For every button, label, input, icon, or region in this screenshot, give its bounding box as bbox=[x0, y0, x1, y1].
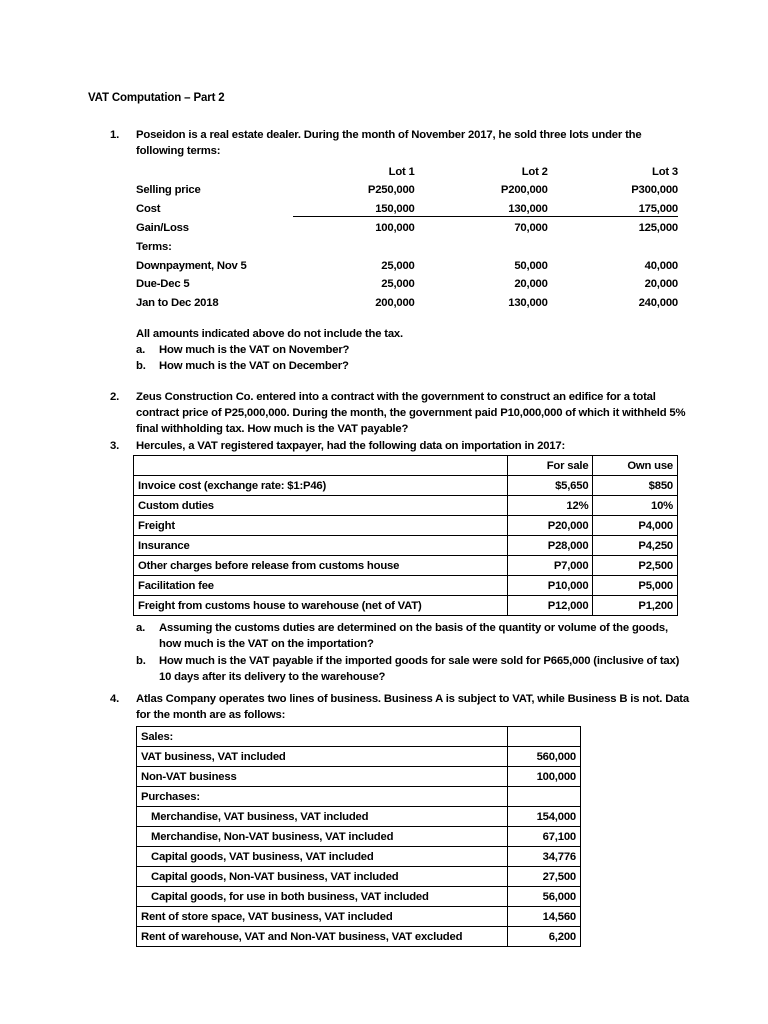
atlas-row-amount: 100,000 bbox=[507, 767, 580, 787]
table-row bbox=[137, 767, 581, 787]
table-row bbox=[137, 927, 581, 947]
lots-row-value: 130,000 bbox=[508, 296, 548, 309]
lots-row-value: 130,000 bbox=[508, 202, 548, 215]
lots-row-value bbox=[548, 235, 678, 254]
importation-row-for-sale: 12% bbox=[508, 496, 593, 516]
item-number-2: 2. bbox=[110, 391, 120, 403]
lots-row-value: P200,000 bbox=[500, 184, 548, 197]
table-row bbox=[136, 273, 678, 292]
importation-row-for-sale: P28,000 bbox=[508, 536, 593, 556]
atlas-row-amount: 560,000 bbox=[507, 747, 580, 767]
atlas-row-amount: 154,000 bbox=[507, 807, 580, 827]
atlas-row-label: Rent of store space, VAT business, VAT included bbox=[137, 907, 508, 927]
item-text-3: Hercules, a VAT registered taxpayer, had the following data on importation in 2017: bbox=[136, 440, 566, 452]
table-row bbox=[137, 807, 581, 827]
importation-row-for-sale: P12,000 bbox=[508, 596, 593, 616]
lots-column-header: Lot 2 bbox=[521, 165, 548, 178]
atlas-row-label: Merchandise, VAT business, VAT included bbox=[137, 807, 508, 827]
lots-row-value: 25,000 bbox=[381, 278, 415, 291]
importation-row-for-sale: $5,650 bbox=[508, 476, 593, 496]
lots-table-header-row bbox=[136, 160, 678, 179]
table-row bbox=[137, 867, 581, 887]
importation-row-own-use: P5,000 bbox=[593, 576, 678, 596]
importation-row-for-sale: P7,000 bbox=[508, 556, 593, 576]
importation-row-own-use: P4,250 bbox=[593, 536, 678, 556]
list-item-1b bbox=[136, 358, 692, 374]
list-item-1 bbox=[110, 127, 690, 159]
table-row bbox=[134, 536, 678, 556]
table-row bbox=[134, 496, 678, 516]
table-row bbox=[136, 291, 678, 310]
atlas-row-amount: 67,100 bbox=[507, 827, 580, 847]
atlas-row-label: Capital goods, VAT business, VAT included bbox=[137, 847, 508, 867]
importation-column-header-own-use: Own use bbox=[593, 456, 678, 476]
importation-row-label: Freight from customs house to warehouse (net of VAT) bbox=[134, 596, 508, 616]
atlas-row-amount: 6,200 bbox=[507, 927, 580, 947]
lots-row-value: 200,000 bbox=[375, 296, 415, 309]
list-item-3b bbox=[136, 653, 692, 685]
lots-row-value: 70,000 bbox=[415, 216, 548, 235]
lots-row-label: Cost bbox=[136, 203, 161, 216]
lots-row-label: Terms: bbox=[136, 240, 172, 253]
importation-row-label: Custom duties bbox=[134, 496, 508, 516]
importation-table-body bbox=[134, 456, 678, 616]
item-number-4: 4. bbox=[110, 693, 120, 705]
importation-row-own-use: $850 bbox=[593, 476, 678, 496]
subitem-marker-3b: b. bbox=[136, 655, 146, 667]
importation-header-blank bbox=[134, 456, 508, 476]
table-row bbox=[134, 596, 678, 616]
atlas-row-label: Capital goods, for use in both business, VAT included bbox=[137, 887, 508, 907]
table-row bbox=[136, 216, 678, 235]
table-row bbox=[137, 727, 581, 747]
lots-row-value: 100,000 bbox=[293, 216, 415, 235]
importation-row-own-use: P1,200 bbox=[593, 596, 678, 616]
lots-row-value: 240,000 bbox=[638, 296, 678, 309]
atlas-row-label: VAT business, VAT included bbox=[137, 747, 508, 767]
lots-column-header: Lot 3 bbox=[652, 165, 678, 178]
table-row bbox=[137, 827, 581, 847]
lots-row-label: Due-Dec 5 bbox=[136, 278, 190, 291]
atlas-row-label: Sales: bbox=[137, 727, 508, 747]
lots-row-value: 20,000 bbox=[644, 278, 678, 291]
item-text-4: Atlas Company operates two lines of business. Business A is subject to VAT, while Business B is not. Data for the month are as follows: bbox=[136, 693, 689, 722]
importation-row-label: Invoice cost (exchange rate: $1:P46) bbox=[134, 476, 508, 496]
atlas-row-amount bbox=[507, 727, 580, 747]
importation-row-label: Freight bbox=[134, 516, 508, 536]
importation-row-label: Insurance bbox=[134, 536, 508, 556]
lots-header-blank bbox=[136, 160, 293, 179]
atlas-company-table bbox=[136, 726, 581, 947]
lots-row-value bbox=[415, 235, 548, 254]
lots-table-body bbox=[136, 160, 678, 310]
lots-row-value: 125,000 bbox=[548, 216, 678, 235]
table-row bbox=[137, 907, 581, 927]
document-title: VAT Computation – Part 2 bbox=[88, 92, 225, 104]
atlas-row-amount: 56,000 bbox=[507, 887, 580, 907]
table-row bbox=[137, 747, 581, 767]
atlas-row-amount bbox=[507, 787, 580, 807]
lots-row-value: 25,000 bbox=[381, 259, 415, 272]
lots-table bbox=[136, 160, 678, 310]
lots-row-label: Gain/Loss bbox=[136, 222, 189, 235]
item-1-note: All amounts indicated above do not include the tax. bbox=[136, 328, 403, 340]
list-item-3a bbox=[136, 620, 692, 652]
atlas-row-amount: 34,776 bbox=[507, 847, 580, 867]
atlas-row-amount: 14,560 bbox=[507, 907, 580, 927]
table-row bbox=[137, 887, 581, 907]
atlas-row-label: Non-VAT business bbox=[137, 767, 508, 787]
table-row bbox=[136, 235, 678, 254]
importation-row-own-use: P2,500 bbox=[593, 556, 678, 576]
lots-row-label: Selling price bbox=[136, 184, 201, 197]
atlas-row-label: Rent of warehouse, VAT and Non-VAT business, VAT excluded bbox=[137, 927, 508, 947]
subitem-text-1a: How much is the VAT on November? bbox=[159, 344, 350, 356]
list-item-1a bbox=[136, 342, 692, 358]
item-number-3: 3. bbox=[110, 440, 120, 452]
subitem-text-3a: Assuming the customs duties are determined on the basis of the quantity or volume of the goods, how much is the VAT on the importation? bbox=[159, 622, 668, 651]
atlas-row-label: Merchandise, Non-VAT business, VAT included bbox=[137, 827, 508, 847]
table-row bbox=[137, 787, 581, 807]
table-row bbox=[136, 179, 678, 198]
subitem-text-3b: How much is the VAT payable if the imported goods for sale were sold for P665,000 (inclusive of tax) 10 days after its delivery to the warehouse? bbox=[159, 655, 680, 684]
importation-row-own-use: 10% bbox=[593, 496, 678, 516]
importation-row-for-sale: P10,000 bbox=[508, 576, 593, 596]
item-text-2: Zeus Construction Co. entered into a contract with the government to construct an edifice for a total contract price of P25,000,000. During the month, the government paid P10,000,000 of which it withheld 5% final withholding tax. How much is the VAT payable? bbox=[136, 391, 686, 436]
lots-row-value: 150,000 bbox=[375, 202, 415, 215]
importation-header-row bbox=[134, 456, 678, 476]
table-row bbox=[137, 847, 581, 867]
table-row bbox=[134, 576, 678, 596]
item-number-1: 1. bbox=[110, 129, 120, 141]
list-item-4 bbox=[110, 691, 690, 723]
lots-column-header: Lot 1 bbox=[388, 165, 415, 178]
subitem-marker-1b: b. bbox=[136, 360, 146, 372]
table-row bbox=[134, 516, 678, 536]
list-item-3 bbox=[110, 438, 690, 454]
atlas-row-label: Purchases: bbox=[137, 787, 508, 807]
importation-row-own-use: P4,000 bbox=[593, 516, 678, 536]
table-row bbox=[134, 556, 678, 576]
subitem-text-1b: How much is the VAT on December? bbox=[159, 360, 349, 372]
subitem-marker-1a: a. bbox=[136, 344, 146, 356]
lots-row-value bbox=[293, 235, 415, 254]
atlas-row-label: Capital goods, Non-VAT business, VAT included bbox=[137, 867, 508, 887]
lots-row-label: Downpayment, Nov 5 bbox=[136, 259, 247, 272]
subitem-marker-3a: a. bbox=[136, 622, 146, 634]
lots-row-value: 40,000 bbox=[644, 259, 678, 272]
atlas-company-table-body bbox=[137, 727, 581, 947]
lots-row-value: 50,000 bbox=[514, 259, 548, 272]
item-text-1: Poseidon is a real estate dealer. During the month of November 2017, he sold three lots under the following terms: bbox=[136, 129, 642, 158]
importation-column-header-for-sale: For sale bbox=[508, 456, 593, 476]
importation-row-label: Other charges before release from customs house bbox=[134, 556, 508, 576]
importation-row-label: Facilitation fee bbox=[134, 576, 508, 596]
table-row bbox=[134, 476, 678, 496]
lots-row-value: 175,000 bbox=[638, 202, 678, 215]
importation-table bbox=[133, 455, 678, 616]
importation-row-for-sale: P20,000 bbox=[508, 516, 593, 536]
lots-row-value: P300,000 bbox=[631, 184, 678, 197]
table-row bbox=[136, 197, 678, 216]
lots-row-label: Jan to Dec 2018 bbox=[136, 296, 219, 309]
atlas-row-amount: 27,500 bbox=[507, 867, 580, 887]
lots-row-value: 20,000 bbox=[514, 278, 548, 291]
list-item-2 bbox=[110, 389, 690, 438]
table-row bbox=[136, 254, 678, 273]
lots-row-value: P250,000 bbox=[367, 184, 415, 197]
